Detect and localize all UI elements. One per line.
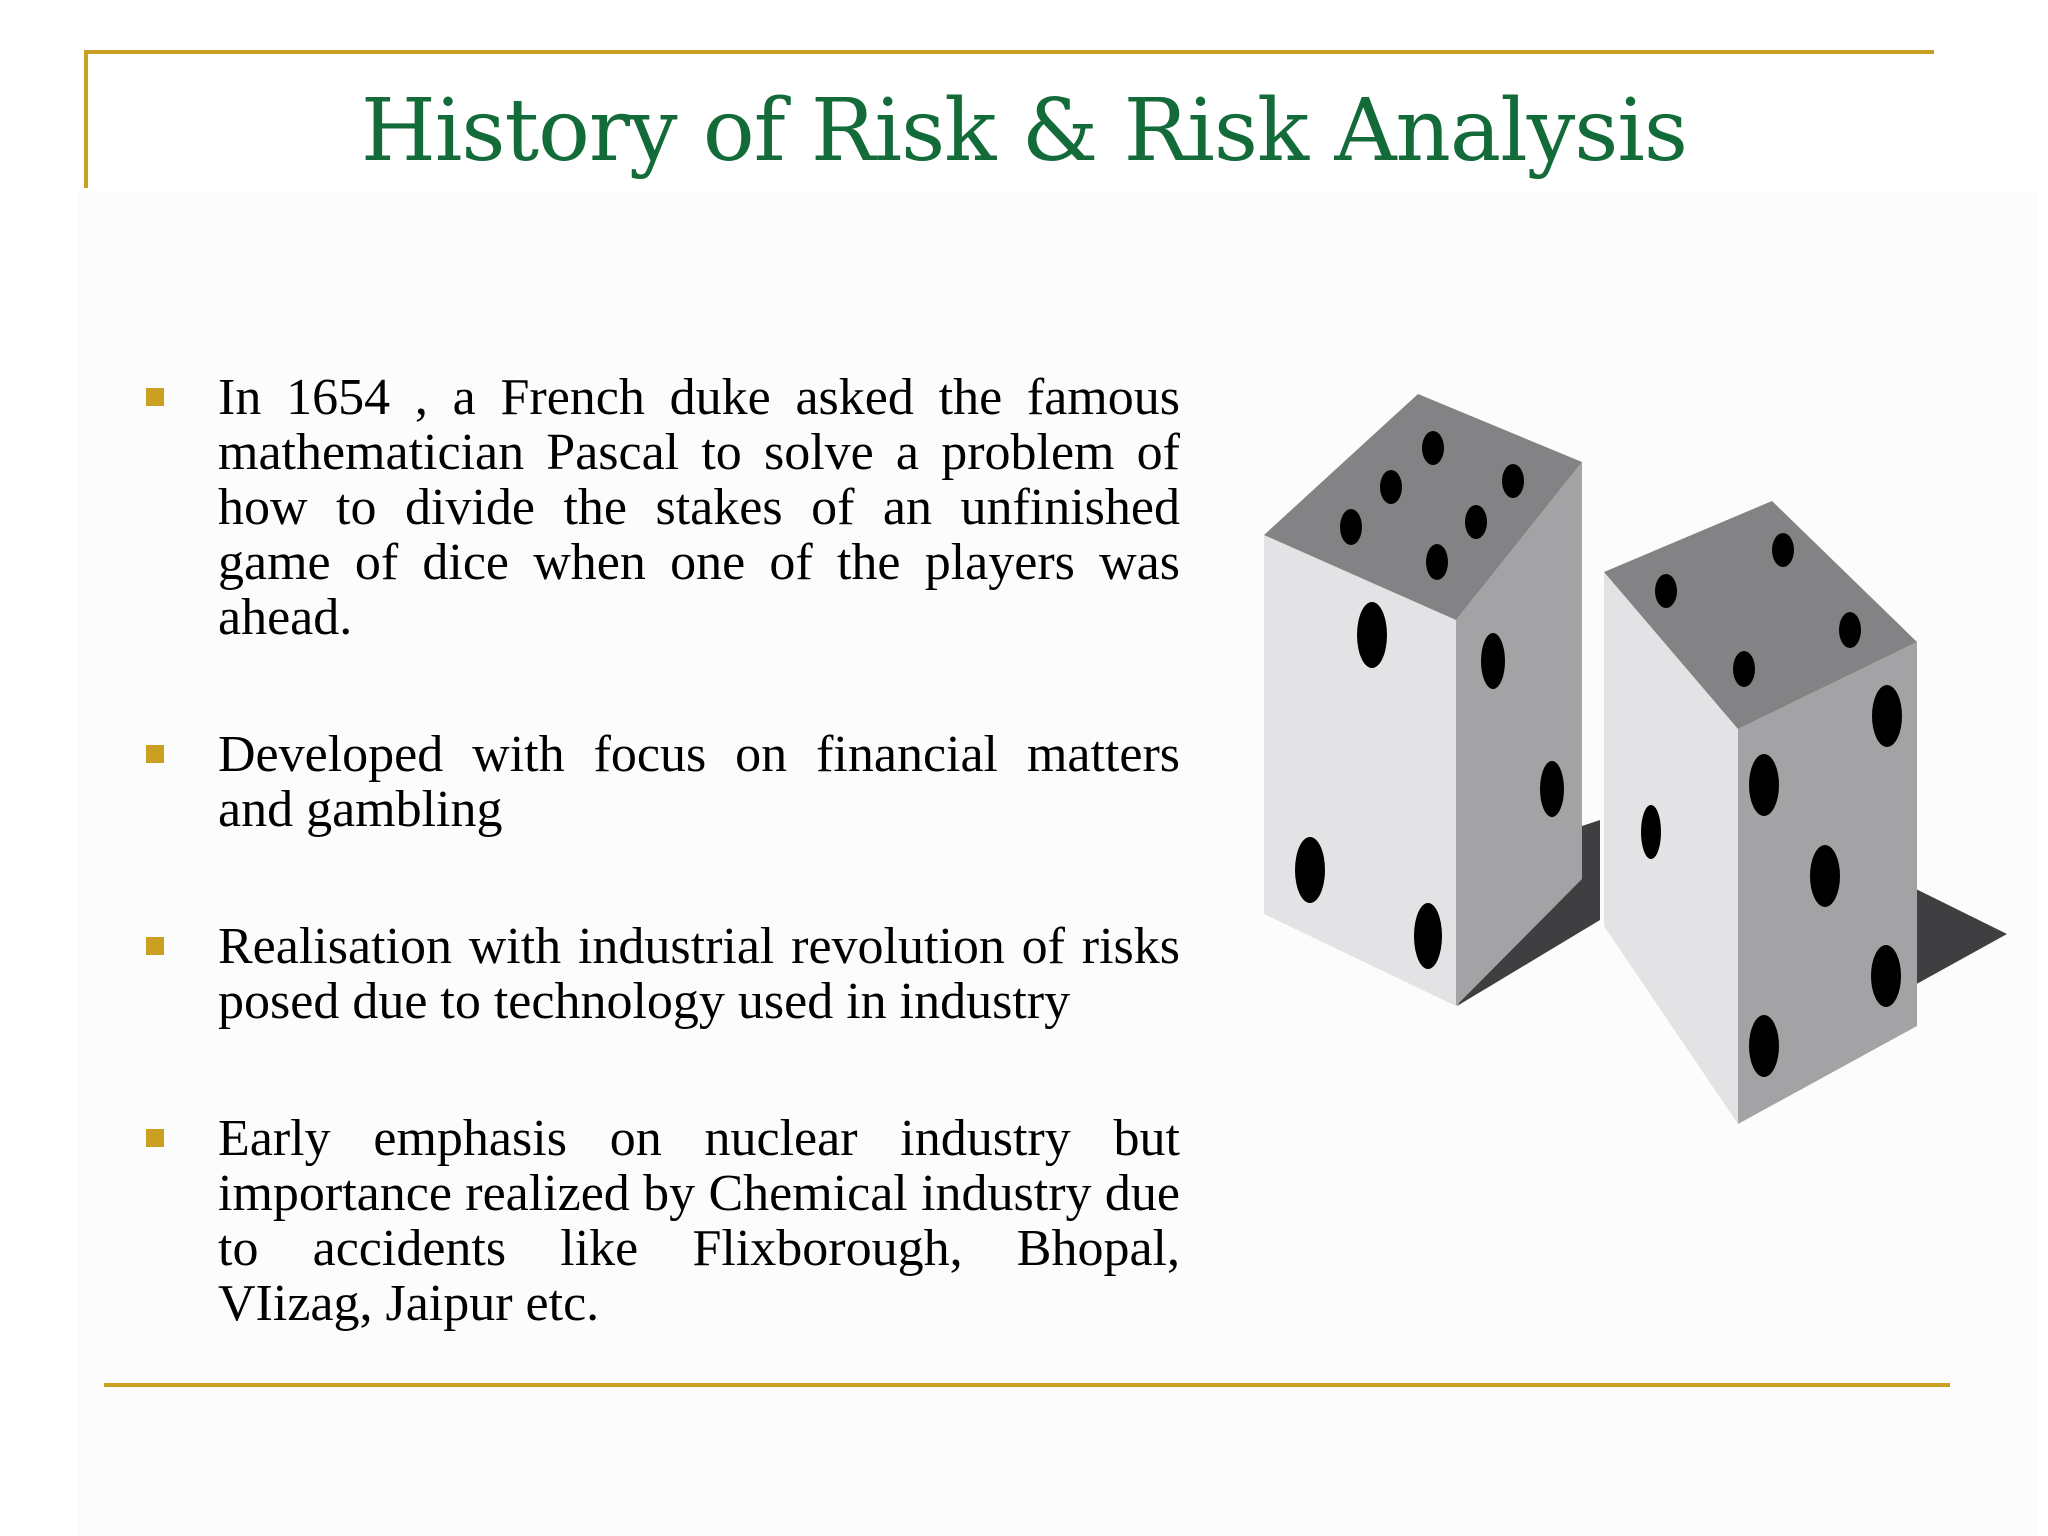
bullet-item <box>140 370 1180 645</box>
bullet-item <box>140 919 1180 1029</box>
square-bullet-icon <box>146 745 164 763</box>
slide-title: History of Risk & Risk Analysis <box>360 81 1688 181</box>
dice-illustration <box>1260 390 2020 1130</box>
bottom-rule <box>104 1383 1950 1387</box>
square-bullet-icon <box>146 937 164 955</box>
pip <box>1655 574 1677 608</box>
right-die-icon <box>1604 501 2007 1124</box>
bullet-text: In 1654 , a French duke asked the famous mathematician Pascal to solve a problem of how to divide the stakes of an unfinished game of dice when one of the players was ahead. <box>218 369 1180 646</box>
bullet-text: Realisation with industrial revolution of risks posed due to technology used in industry <box>218 918 1180 1030</box>
square-bullet-icon <box>146 388 164 406</box>
pip <box>1481 633 1505 689</box>
pip <box>1426 544 1448 580</box>
pip <box>1295 837 1325 903</box>
square-bullet-icon <box>146 1129 164 1147</box>
bullet-list <box>140 370 1180 1331</box>
pip <box>1839 612 1861 648</box>
pip <box>1749 754 1779 816</box>
pip <box>1872 685 1902 747</box>
pip <box>1749 1015 1779 1077</box>
pip <box>1772 533 1794 567</box>
pip <box>1641 805 1661 859</box>
bullet-text: Early emphasis on nuclear industry but importance realized by Chemical industry due to accidents like Flixborough, Bhopal, VIizag, Jaipur etc. <box>218 1110 1180 1332</box>
pip <box>1871 945 1901 1007</box>
bullet-item <box>140 1111 1180 1331</box>
pip <box>1380 470 1402 504</box>
top-rule <box>84 50 1934 54</box>
pip <box>1810 845 1840 907</box>
pip <box>1414 903 1442 969</box>
pip <box>1422 431 1444 465</box>
pip <box>1357 602 1387 668</box>
bullet-text: Developed with focus on financial matters and gambling <box>218 726 1180 838</box>
left-die-icon <box>1264 394 1600 1006</box>
pip <box>1502 464 1524 498</box>
pip <box>1540 761 1564 817</box>
pip <box>1733 651 1755 687</box>
pip <box>1465 505 1487 539</box>
pip <box>1340 509 1362 545</box>
bullet-item <box>140 727 1180 837</box>
